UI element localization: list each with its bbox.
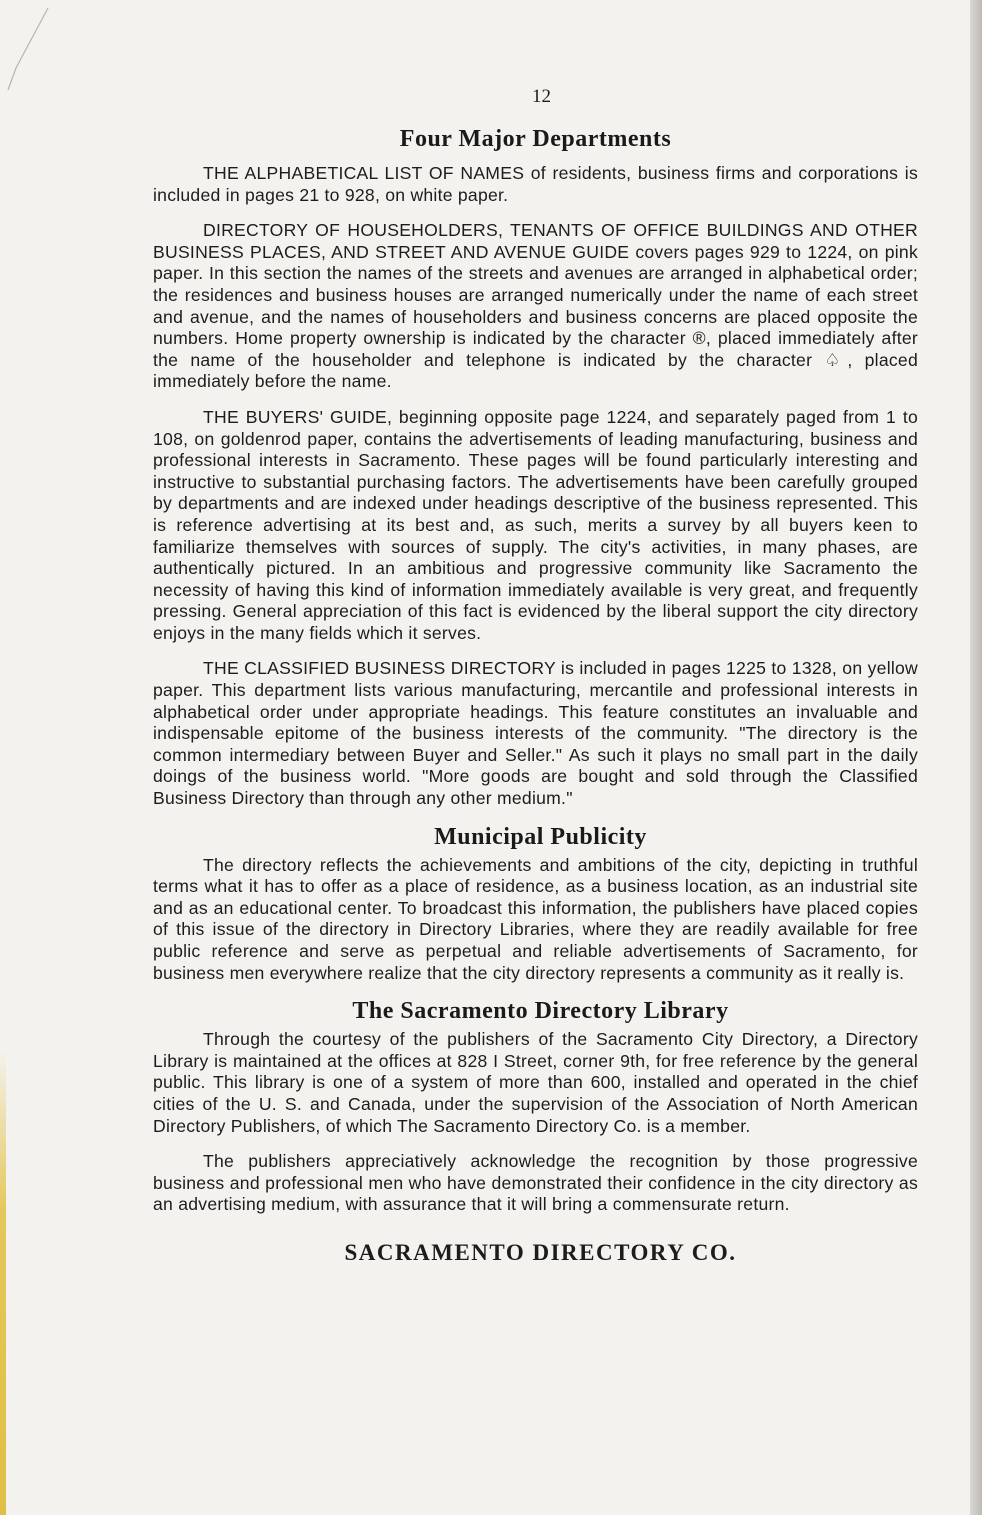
pencil-mark	[2, 4, 62, 94]
publisher-signature: SACRAMENTO DIRECTORY CO.	[344, 1239, 737, 1265]
paragraph-buyers-guide: THE BUYERS' GUIDE, beginning opposite page 1224, and separately paged from 1 to 108, on goldenrod paper, contains the advertisements of leading manufacturing, business and professional interests in Sacramento. These pages will be found particularly interesting and instructive to substantial purchasing factors. The advertisements have been carefully grouped by departments and are indexed under headings descriptive of the business represented. This is reference advertising at its best and, as such, merits a survey by all buyers keen to familiarize themselves with sources of supply. The city's activities, in many phases, are authentically pictured. In an ambitious and progressive community like Sacramento the necessity of having this kind of information immediately available is very great, and frequently pressing. General appreciation of this fact is evidenced by the liberal support the city directory enjoys in the many fields which it serves.	[153, 406, 918, 643]
paragraph-acknowledgement: The publishers appreciatively acknowledge the recognition by those progressive business and professional men who have demonstrated their confidence in the city directory as an advertising medium, with assurance that it will bring a commensurate return.	[153, 1151, 918, 1215]
page-edge-stain	[0, 1050, 6, 1515]
paragraph-householders-directory: DIRECTORY OF HOUSEHOLDERS, TENANTS OF OFFICE BUILDINGS AND OTHER BUSINESS PLACES, AND STREET AND AVENUE GUIDE covers pages 929 to 1224, on pink paper. In this section the names of the streets and avenues are arranged in alphabetical order; the residences and business houses are arranged numerically under the name of each street and avenue, and the names of householders and business concerns are placed opposite the numbers. Home property ownership is indicated by the character ®, placed immediately after the name of the householder and telephone is indicated by the character ♤, placed immediately before the name.	[153, 220, 918, 392]
page-edge-shadow	[970, 0, 982, 1515]
heading-municipal-publicity: Municipal Publicity	[434, 823, 647, 850]
page-number: 12	[532, 86, 551, 107]
paragraph-classified-directory: THE CLASSIFIED BUSINESS DIRECTORY is included in pages 1225 to 1328, on yellow paper. This department lists various manufacturing, mercantile and professional interests in alphabetical order under appropriate headings. This feature constitutes an invaluable and indispensable epitome of the business interests of the community. "The directory is the common intermediary between Buyer and Seller." As such it plays no small part in the daily doings of the business world. "More goods are bought and sold through the Classified Business Directory than through any other medium."	[153, 658, 918, 809]
heading-directory-library: The Sacramento Directory Library	[352, 998, 729, 1025]
paragraph-municipal-publicity: The directory reflects the achievements and ambitions of the city, depicting in truthful terms what it has to offer as a place of residence, as a business location, as an industrial site and as an educational center. To broadcast this information, the publishers have placed copies of this issue of the directory in Directory Libraries, where they are readily available for free public reference and serve as perpetual and reliable advertisements of Sacramento, for business men everywhere realize that the city directory represents a community as it really is.	[153, 854, 918, 983]
paragraph-directory-library: Through the courtesy of the publishers of the Sacramento City Directory, a Directory Library is maintained at the offices at 828 I Street, corner 9th, for free reference by the general public. This library is one of a system of more than 600, installed and operated in the chief cities of the U. S. and Canada, under the supervision of the Association of North American Directory Publishers, of which The Sacramento Directory Co. is a member.	[153, 1029, 918, 1136]
paragraph-alphabetical-list: THE ALPHABETICAL LIST OF NAMES of residents, business firms and corporations is included in pages 21 to 928, on white paper.	[153, 163, 918, 205]
heading-four-major-departments: Four Major Departments	[399, 126, 672, 152]
page-content	[153, 86, 918, 1266]
